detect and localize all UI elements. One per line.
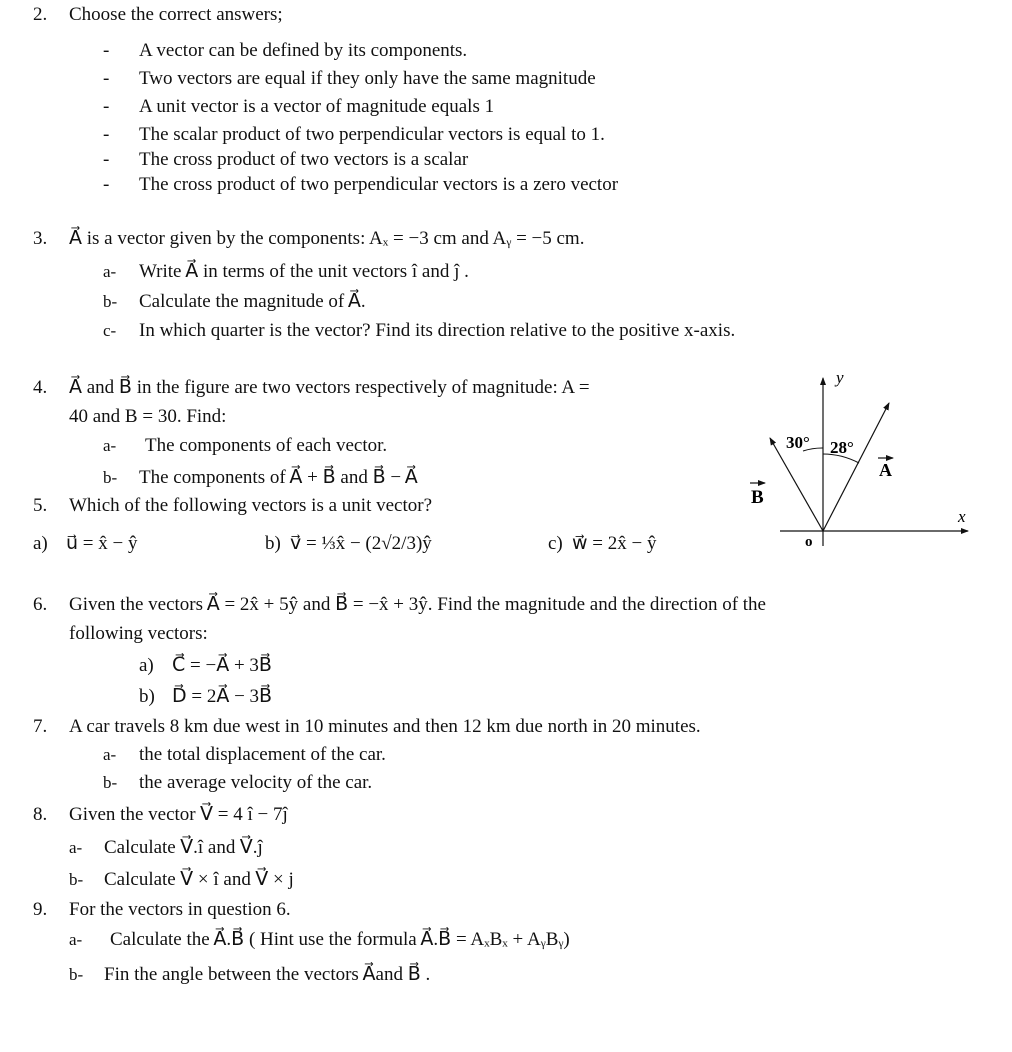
bullet-dash: - [103,149,110,170]
q2-item-1: A vector can be defined by its components. [139,40,468,61]
q2-item-6: The cross product of two perpendicular vectors is a zero vector [139,174,619,195]
q7-a-label: a- [103,745,117,764]
q2-title: Choose the correct answers; [69,4,283,25]
q3-b-text: Calculate the magnitude of A⃗. [139,291,366,312]
vector-a-label: A [879,460,892,480]
q5-option-a: u⃗ = x̂ − ŷ [66,533,138,554]
q2-number: 2. [33,4,48,25]
q8-stem: Given the vector V⃗ = 4 î − 7ĵ [69,804,288,825]
q6-line2: following vectors: [69,623,208,644]
q3-c-label: c- [103,321,117,340]
q4-number: 4. [33,377,48,398]
q6-line1: Given the vectors A⃗ = 2x̂ + 5ŷ and B⃗ = −x̂ + 3ŷ. Find the magnitude and the direction of the [69,594,766,615]
q5-option-b: v⃗ = ⅓x̂ − (2√2/3)ŷ [290,533,432,554]
bullet-dash: - [103,68,110,89]
q7-number: 7. [33,716,48,737]
vector-b-label: B [751,487,764,508]
q2-item-5: The cross product of two vectors is a scalar [139,149,469,170]
q3-a-label: a- [103,262,117,281]
q5-stem: Which of the following vectors is a unit vector? [69,495,433,516]
vector-figure [740,366,980,562]
q9-a-label: a- [69,930,83,949]
q8-b-text: Calculate V⃗ × î and V⃗ × j [104,869,294,890]
bullet-dash: - [103,40,110,61]
q9-b-label: b- [69,965,84,984]
q4-line2: 40 and B = 30. Find: [69,406,227,427]
q3-number: 3. [33,228,48,249]
q5-number: 5. [33,495,48,516]
angle-b-label: 30° [786,433,810,452]
q3-stem: A⃗ is a vector given by the components: Aₓ = −3 cm and Aᵧ = −5 cm. [69,228,585,249]
q3-a-text: Write A⃗ in terms of the unit vectors î and ĵ . [139,261,469,282]
q4-b-label: b- [103,468,118,487]
q8-b-label: b- [69,870,84,889]
q5-option-c-label: c) [548,533,563,554]
q2-item-4: The scalar product of two perpendicular vectors is equal to 1. [139,124,605,145]
q3-b-label: b- [103,292,118,311]
q8-a-label: a- [69,838,83,857]
q9-number: 9. [33,899,48,920]
y-axis-label: y [836,368,844,387]
q7-b-label: b- [103,773,118,792]
q3-c-text: In which quarter is the vector? Find its direction relative to the positive x-axis. [139,320,736,341]
q9-b-text: Fin the angle between the vectors A⃗and B⃗ . [104,964,431,985]
q2-item-2: Two vectors are equal if they only have the same magnitude [139,68,596,89]
q7-stem: A car travels 8 km due west in 10 minutes and then 12 km due north in 20 minutes. [69,716,701,737]
q8-number: 8. [33,804,48,825]
q9-stem: For the vectors in question 6. [69,899,291,920]
q6-number: 6. [33,594,48,615]
angle-a-label: 28° [830,438,854,457]
q8-a-text: Calculate V⃗.î and V⃗.ĵ [104,837,263,858]
q7-a-text: the total displacement of the car. [139,744,386,765]
q4-line1: A⃗ and B⃗ in the figure are two vectors respectively of magnitude: A = [69,377,590,398]
q4-a-text: The components of each vector. [145,435,388,456]
q9-a-text: Calculate the A⃗.B⃗ ( Hint use the formula A⃗.B⃗ = AₓBₓ + AᵧBᵧ) [110,929,570,950]
q4-b-text: The components of A⃗ + B⃗ and B⃗ − A⃗ [139,467,418,488]
q5-option-a-label: a) [33,533,48,554]
bullet-dash: - [103,124,110,145]
origin-label: o [805,534,813,550]
bullet-dash: - [103,174,110,195]
x-axis-label: x [958,507,966,526]
q5-option-b-label: b) [265,533,281,554]
q6-b-label: b) [139,686,155,707]
q4-a-label: a- [103,436,117,455]
q2-item-3: A unit vector is a vector of magnitude equals 1 [139,96,495,117]
q6-b-text: D⃗ = 2A⃗ − 3B⃗ [172,686,273,707]
bullet-dash: - [103,96,110,117]
q5-option-c: w⃗ = 2x̂ − ŷ [572,533,657,554]
q6-a-label: a) [139,655,154,676]
q6-a-text: C⃗ = −A⃗ + 3B⃗ [172,655,272,676]
q7-b-text: the average velocity of the car. [139,772,373,793]
